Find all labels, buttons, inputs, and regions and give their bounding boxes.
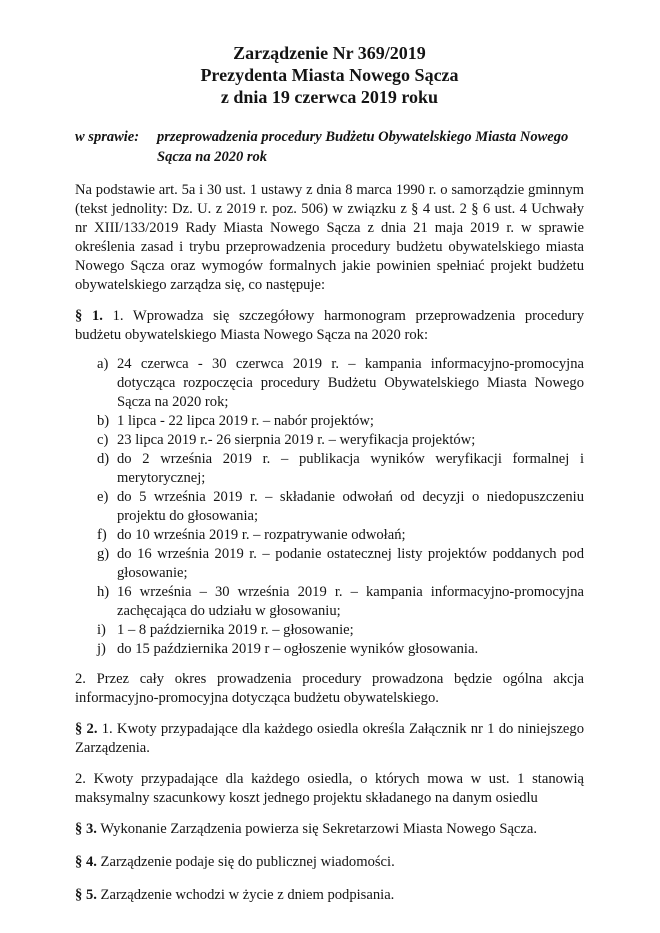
subject-block [75,127,584,167]
schedule-item-d [75,450,584,488]
item-text: 23 lipca 2019 r.- 26 sierpnia 2019 r. – weryfikacja projektów; [117,432,476,448]
title-line-date: z dnia 19 czerwca 2019 roku [220,87,439,107]
schedule-item-c [75,431,584,450]
item-letter: b) [97,413,110,429]
subject-text: przeprowadzenia procedury Budżetu Obywatelskiego Miasta Nowego Sącza na 2020 rok [157,129,569,165]
schedule-item-f [75,526,584,545]
item-letter: h) [97,584,110,600]
subject-label: w sprawie: [75,129,140,145]
section-4-text: Zarządzenie podaje się do publicznej wiadomości. [100,854,395,870]
title-line-ordinance-number: Zarządzenie Nr 369/2019 [233,43,426,63]
section-2-marker: § 2. [75,721,98,737]
schedule-item-j [75,640,584,659]
schedule-item-h [75,583,584,621]
section-2-paragraph [75,720,584,758]
item-text: do 16 września 2019 r. – podanie ostatecznej listy projektów poddanych pod głosowanie; [117,546,584,581]
title-line-issuer: Prezydenta Miasta Nowego Sącza [200,65,459,85]
item-text: do 10 września 2019 r. – rozpatrywanie odwołań; [117,527,406,543]
item-letter: j) [97,641,106,657]
item-text: 16 września – 30 września 2019 r. – kampania informacyjno-promocyjna zachęcająca do udziału w głosowaniu; [117,584,584,619]
section-2-text: 1. Kwoty przypadające dla każdego osiedla określa Załącznik nr 1 do niniejszego Zarządzenia. [75,721,584,756]
item-text: do 15 października 2019 r – ogłoszenie wyników głosowania. [117,641,479,657]
item-text: 24 czerwca - 30 czerwca 2019 r. – kampania informacyjno-promocyjna dotycząca rozpoczęcia procedury Budżetu Obywatelskiego Miasta Nowego Sącza na 2020 rok; [117,356,584,410]
section-1-text: 1. Wprowadza się szczegółowy harmonogram przeprowadzenia procedury budżetu obywatelskiego Miasta Nowego Sącza na 2020 rok: [75,308,584,343]
section-1-marker: § 1. [75,308,103,324]
section-1-ust-2-paragraph: 2. Przez cały okres prowadzenia procedury prowadzona będzie ogólna akcja informacyjno-promocyjna dotycząca budżetu obywatelskiego. [75,671,584,706]
section-4-marker: § 4. [75,854,97,870]
item-text: 1 – 8 października 2019 r. – głosowanie; [117,622,354,638]
section-3-paragraph [75,820,584,839]
section-2-ust-2-paragraph: 2. Kwoty przypadające dla każdego osiedla, o których mowa w ust. 1 stanowią maksymalny szacunkowy koszt jednego projektu składanego na danym osiedlu [75,771,584,806]
section-1-paragraph [75,307,584,345]
schedule-item-e [75,488,584,526]
section-5-text: Zarządzenie wchodzi w życie z dniem podpisania. [100,887,395,903]
section-4-paragraph [75,853,584,872]
section-5-marker: § 5. [75,887,97,903]
item-text: do 2 września 2019 r. – publikacja wyników weryfikacji formalnej i merytorycznej; [117,451,584,486]
schedule-item-g [75,545,584,583]
schedule-item-i [75,621,584,640]
item-letter: f) [97,527,107,543]
item-letter: d) [97,451,110,467]
legal-basis-paragraph: Na podstawie art. 5a i 30 ust. 1 ustawy z dnia 8 marca 1990 r. o samorządzie gminnym (tekst jednolity: Dz. U. z 2019 r. poz. 506) w związku z § 4 ust. 2 § 6 ust. 4 Uchwały nr XIII/133/2019 Rady Miasta Nowego Sącza z dnia 21 maja 2019 r. w sprawie określenia zasad i trybu przeprowadzenia procedury budżetu obywatelskiego miasta Nowego Sącza oraz wymogów formalnych jakie powinien spełniać projekt budżetu obywatelskiego zarządza się, co następuje: [75,182,584,293]
ordinance-title [75,42,584,108]
section-5-paragraph [75,886,584,905]
item-letter: g) [97,546,110,562]
schedule-list [75,355,584,659]
item-text: do 5 września 2019 r. – składanie odwołań od decyzji o niedopuszczeniu projektu do głosowania; [117,489,584,524]
section-3-text: Wykonanie Zarządzenia powierza się Sekretarzowi Miasta Nowego Sącza. [100,821,538,837]
item-letter: e) [97,489,109,505]
schedule-item-b [75,412,584,431]
schedule-item-a [75,355,584,412]
item-letter: a) [97,356,109,372]
item-letter: i) [97,622,106,638]
section-3-marker: § 3. [75,821,97,837]
item-text: 1 lipca - 22 lipca 2019 r. – nabór projektów; [117,413,374,429]
item-letter: c) [97,432,109,448]
